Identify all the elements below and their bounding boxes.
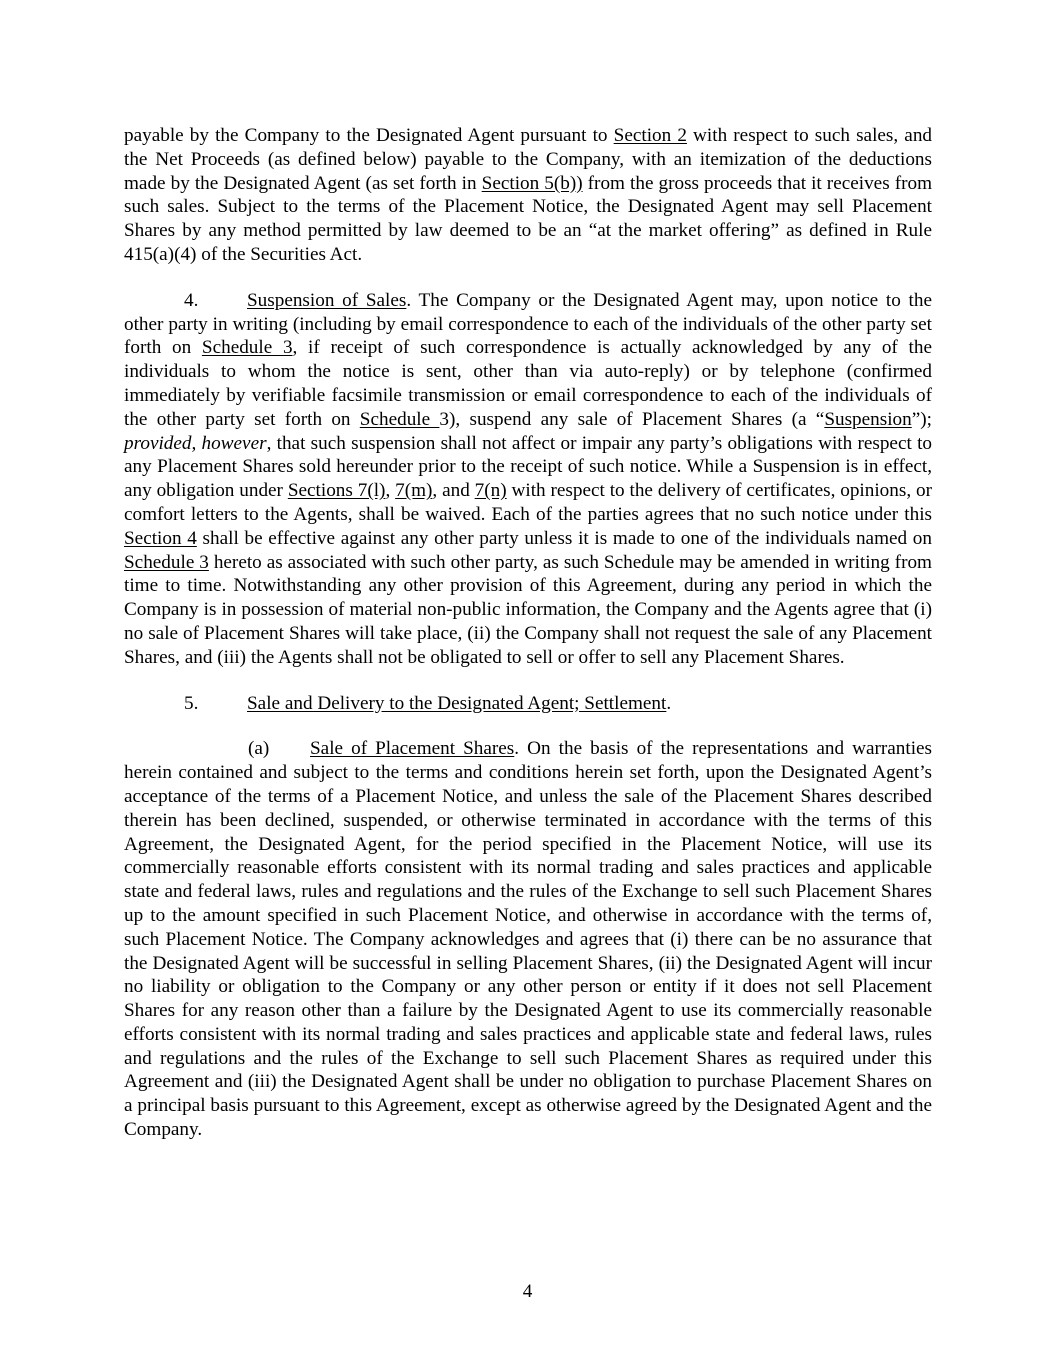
text: shall be effective against any other party unless it is made to one of the individuals named on <box>196 527 932 549</box>
text: . On the basis of the representations and warranties herein contained and subject to the terms and conditions herein set forth, upon the Designated Agent’s acceptance of the terms of a Placement Notice, and unless the sale of the Placement Shares described therein has been declined, suspended, or otherwise terminated in accordance with the terms of this Agreement, the Designated Agent, for the period specified in the Placement Notice, will use its commercially reasonable efforts consistent with its normal trading and sales practices and applicable state and federal laws, rules and regulations and the rules of the Exchange to sell such Placement Shares up to the amount specified in such Placement Notice, and otherwise in accordance with the terms of, such Placement Notice. The Company acknowledges and agrees that (i) there can be no assurance that the Designated Agent will be successful in selling Placement Shares, (ii) the Designated Agent will incur no liability or obligation to the Company or any other person or entity if it does not sell Placement Shares for any reason other than a failure by the Designated Agent to use its commercially reasonable efforts consistent with its normal trading and sales practices and applicable state and federal laws, rules and regulations and the rules of the Exchange to sell such Placement Shares as required under this Agreement and (iii) the Designated Agent shall be under no obligation to purchase Placement Shares on a principal basis pursuant to this Agreement, except as otherwise agreed by the Designated Agent and the Company. <box>124 738 933 1141</box>
text: . The Company or the Designated Agent may, upon notice to the other party in writing (including by email correspondence to each of the individuals of the other party set forth on <box>124 289 932 359</box>
section-heading: Sale and Delivery to the Designated Agent; Settlement <box>247 692 667 714</box>
text: ”); <box>911 408 932 430</box>
schedule-reference: Schedule <box>359 408 440 430</box>
italic-proviso: provided, however <box>124 432 267 454</box>
text: payable by the Company to the Designated Agent pursuant to <box>124 125 614 146</box>
section-reference: 7(m) <box>395 480 433 502</box>
defined-term: Suspension <box>824 408 912 430</box>
text: with respect to such sales, and the Net Proceeds (as defined below) payable to the Company, with an itemization of the deductions made by the Designated Agent (as set forth in <box>124 125 933 194</box>
section-reference: Section 4 <box>124 527 197 549</box>
text: , that such suspension shall not affect or impair any party’s obligations with respect to any Placement Shares sold hereunder prior to the receipt of such notice. While a Suspension is in effect, any obligation under <box>124 432 932 502</box>
text: from the gross proceeds that it receives from such sales. Subject to the terms of the Placement Notice, the Designated Agent may sell Placement Shares by any method permitted by law deemed to be an “at the market offering” as defined in Rule 415(a)(4) of the Securities Act. <box>124 172 933 265</box>
text: . <box>666 692 672 714</box>
text: , <box>385 480 396 502</box>
page-number: 4 <box>522 1281 533 1302</box>
subsection-heading: Sale of Placement Shares <box>310 738 515 760</box>
section-reference: Sections 7(l) <box>287 480 386 502</box>
section-reference: Section 2 <box>613 125 687 146</box>
section-number: 5. <box>184 692 199 714</box>
section-5a-paragraph <box>124 737 932 1142</box>
subsection-number: (a) <box>248 738 270 760</box>
section-5-heading <box>124 692 932 716</box>
section-4-paragraph <box>124 289 932 670</box>
section-reference: Section 5(b)) <box>481 172 583 194</box>
text: , if receipt of such correspondence is actually acknowledged by any of the individuals to whom the notice is sent, other than via auto-reply) or by telephone (confirmed immediately by verifiable facsimile transmission or email correspondence to each of the individuals of the other party set forth on <box>124 337 932 430</box>
section-reference: 7(n) <box>474 480 507 502</box>
section-heading: Suspension of Sales <box>247 289 407 311</box>
schedule-reference: Schedule 3 <box>201 337 293 359</box>
text: , and <box>432 480 475 502</box>
text: 3), suspend any sale of Placement Shares (a “ <box>439 408 825 430</box>
continued-paragraph <box>124 124 932 267</box>
document-page <box>124 124 932 1142</box>
text: hereto as associated with such other party, as such Schedule may be amended in writing from time to time. Notwithstanding any other provision of this Agreement, during any period in which the Company is in possession of material non-public information, the Company and the Agents agree that (i) no sale of Placement Shares will take place, (ii) the Company shall not request the sale of any Placement Shares, and (iii) the Agents shall not be obligated to sell or offer to sell any Placement Shares. <box>124 551 932 668</box>
text: with respect to the delivery of certificates, opinions, or comfort letters to the Agents, shall be waived. Each of the parties agrees that no such notice under this <box>124 480 932 525</box>
schedule-reference: Schedule 3 <box>124 551 209 573</box>
section-number: 4. <box>184 289 199 311</box>
